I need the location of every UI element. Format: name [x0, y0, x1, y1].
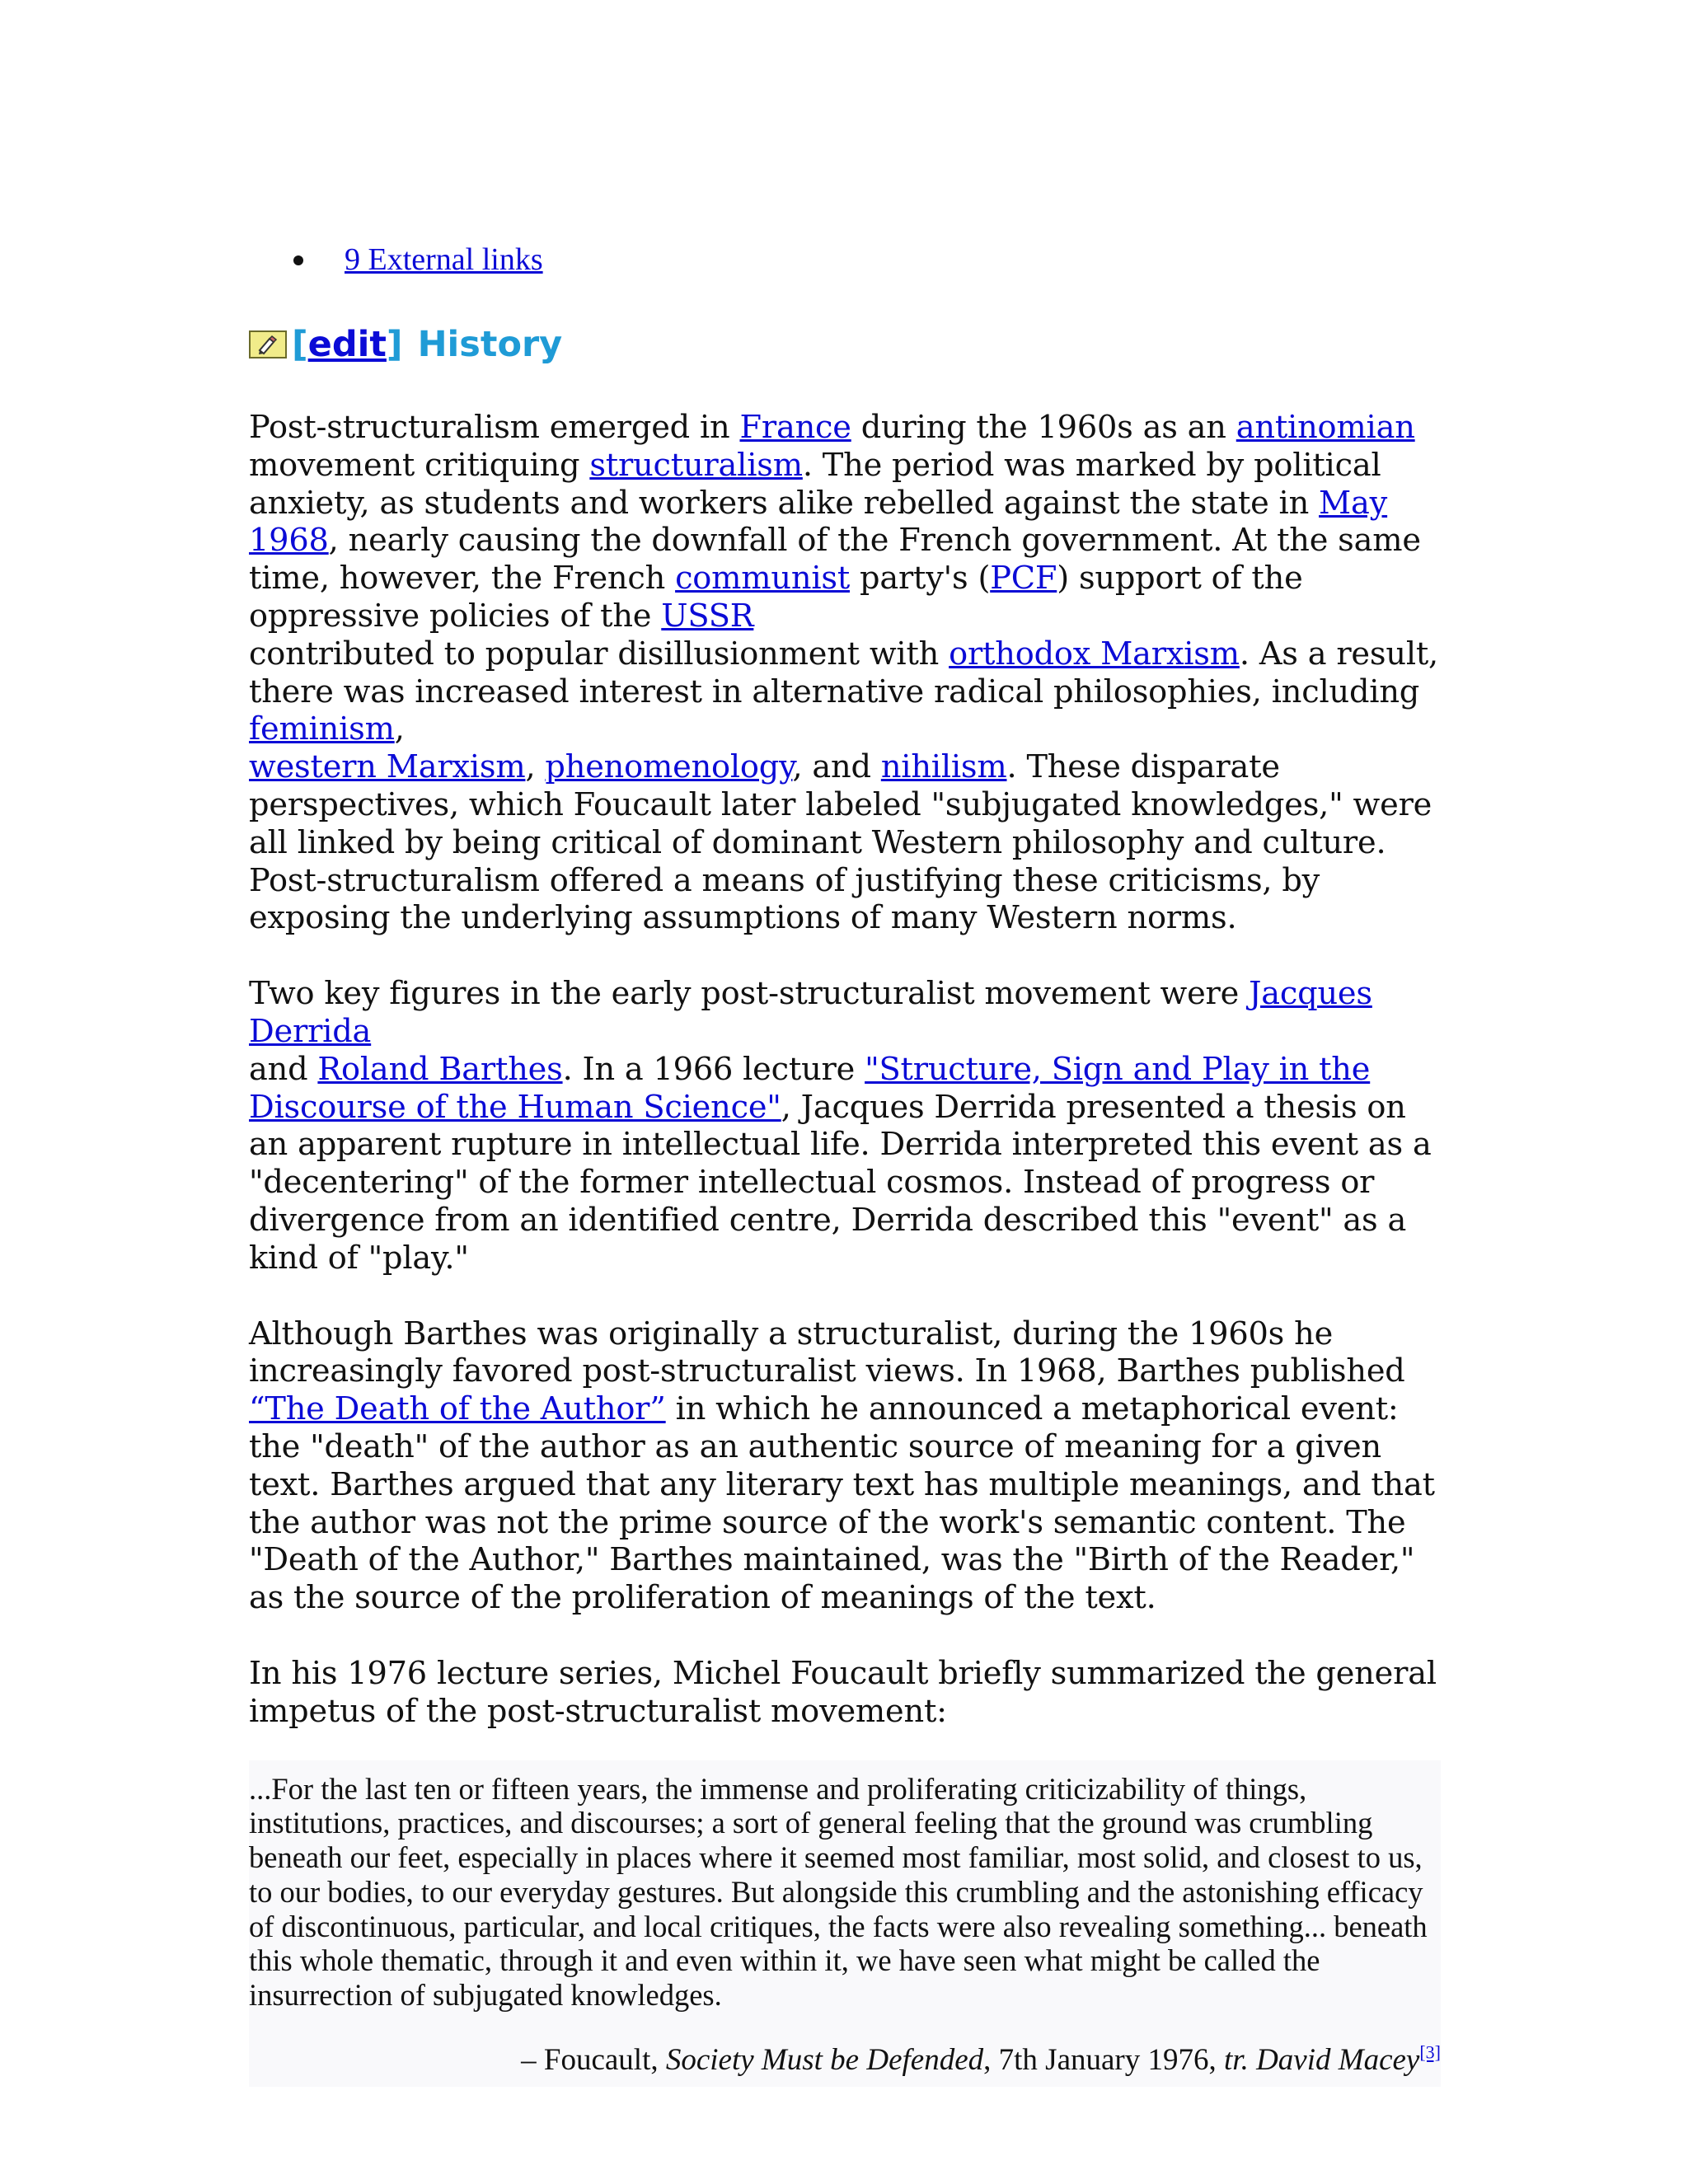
book-title: Society Must be Defended: [665, 2043, 984, 2078]
pencil-glyph: [256, 334, 279, 355]
bullet-icon: [293, 255, 303, 265]
text: ) support of the oppressive policies of the: [249, 560, 1303, 635]
link-france[interactable]: France: [739, 409, 851, 446]
text: Two key figures in the early post-structuralist movement were: [249, 975, 1250, 1013]
edit-bracket-open: [: [292, 324, 308, 365]
link-western-marxism[interactable]: western Marxism: [249, 748, 526, 786]
text: and: [249, 1050, 318, 1088]
paragraph-2: [249, 975, 1441, 1277]
text: movement critiquing: [249, 446, 590, 484]
paragraph-3: [249, 1315, 1441, 1617]
text: – Foucault,: [521, 2043, 666, 2078]
link-may-1968[interactable]: May 1968: [249, 484, 1388, 560]
text: . As a result, there was increased interest in alternative radical philosophies, including: [249, 635, 1439, 710]
reference-link-3[interactable]: [3]: [1419, 2041, 1441, 2063]
quote-attribution: [249, 2042, 1441, 2079]
text: party's (: [850, 560, 991, 598]
paragraph-4: In his 1976 lecture series, Michel Foucault briefly summarized the general impetus of the post-structuralist movement:: [249, 1654, 1437, 1730]
toc-item-external-links: [293, 239, 1441, 280]
text: , Jacques Derrida presented a thesis on an apparent rupture in intellectual life. Derrida interpreted this event as a "decentering" of the former intellectual cosmos. Instead of progress or divergence from an identified centre, Derrida described this "event" as a kind of "play.": [249, 1088, 1432, 1277]
link-death-of-the-author[interactable]: “The Death of the Author”: [249, 1390, 666, 1428]
text: , nearly causing the downfall of the French government. At the same time, however, the French: [249, 522, 1421, 598]
link-structuralism[interactable]: structuralism: [589, 446, 803, 484]
link-jacques-derrida[interactable]: Jacques Derrida: [249, 975, 1372, 1050]
edit-section-link[interactable]: edit: [307, 324, 387, 365]
text: , and: [792, 748, 881, 786]
quote-text: ...For the last ten or fifteen years, the immense and proliferating criticizability of things, institutions, practices, and discourses; a sort of general feeling that the ground was crumbling beneath our feet, especially in places where it seemed most familiar, most solid, and closest to us, to our bodies, to our everyday gestures. But alongside this crumbling and the astonishing efficacy of discontinuous, particular, and local critiques, the facts were also revealing something... beneath this whole thematic, through it and even within it, we have seen what might be called the insurrection of subjugated knowledges.: [249, 1771, 1428, 2013]
paragraph-1: [249, 409, 1441, 937]
text: Although Barthes was originally a structuralist, during the 1960s he increasingly favored post-structuralist views. In 1968, Barthes published: [249, 1315, 1405, 1390]
text: in which he announced a metaphorical event: the "death" of the author as an authentic source of meaning for a given text. Barthes argued that any literary text has multiple meanings, and that the author was not the prime source of the work's semantic content. The "Death of the Author," Barthes maintained, was the "Birth of the Reader," as the source of the proliferation of meanings of the text.: [249, 1390, 1435, 1617]
edit-bracket-close: ]: [386, 324, 403, 365]
text: contributed to popular disillusionment with: [249, 635, 950, 673]
section-heading-history: [249, 318, 1441, 371]
text: . In a 1966 lecture: [562, 1050, 865, 1088]
text: , 7th January 1976,: [983, 2043, 1224, 2078]
text: ,: [394, 710, 405, 748]
text: during the 1960s as an: [851, 409, 1236, 446]
link-roland-barthes[interactable]: Roland Barthes: [317, 1050, 563, 1088]
blockquote: [249, 1760, 1441, 2088]
link-pcf[interactable]: PCF: [990, 560, 1057, 598]
link-antinomian[interactable]: antinomian: [1236, 409, 1415, 446]
text: Post-structuralism emerged in: [249, 409, 740, 446]
link-phenomenology[interactable]: phenomenology: [545, 748, 793, 786]
link-ussr[interactable]: USSR: [661, 597, 754, 635]
edit-pencil-icon[interactable]: [249, 330, 287, 359]
section-title: History: [417, 324, 563, 365]
link-feminism[interactable]: feminism: [249, 710, 395, 748]
toc-link-external-links[interactable]: 9 External links: [345, 242, 543, 277]
link-structure-sign-play[interactable]: "Structure, Sign and Play in the Discourse of the Human Science": [249, 1050, 1371, 1126]
article-content: [249, 239, 1441, 2087]
text: ,: [525, 748, 546, 786]
link-orthodox-marxism[interactable]: orthodox Marxism: [949, 635, 1240, 673]
translator: tr. David Macey: [1224, 2043, 1420, 2078]
text: . The period was marked by political anxiety, as students and workers alike rebelled against the state in: [249, 446, 1381, 522]
text: . These disparate perspectives, which Foucault later labeled "subjugated knowledges," were all linked by being critical of dominant Western philosophy and culture. Post-structuralism offered a means of justifying these criticisms, by exposing the underlying assumptions of many Western norms.: [249, 748, 1432, 937]
link-nihilism[interactable]: nihilism: [880, 748, 1007, 786]
link-communist[interactable]: communist: [675, 560, 851, 598]
